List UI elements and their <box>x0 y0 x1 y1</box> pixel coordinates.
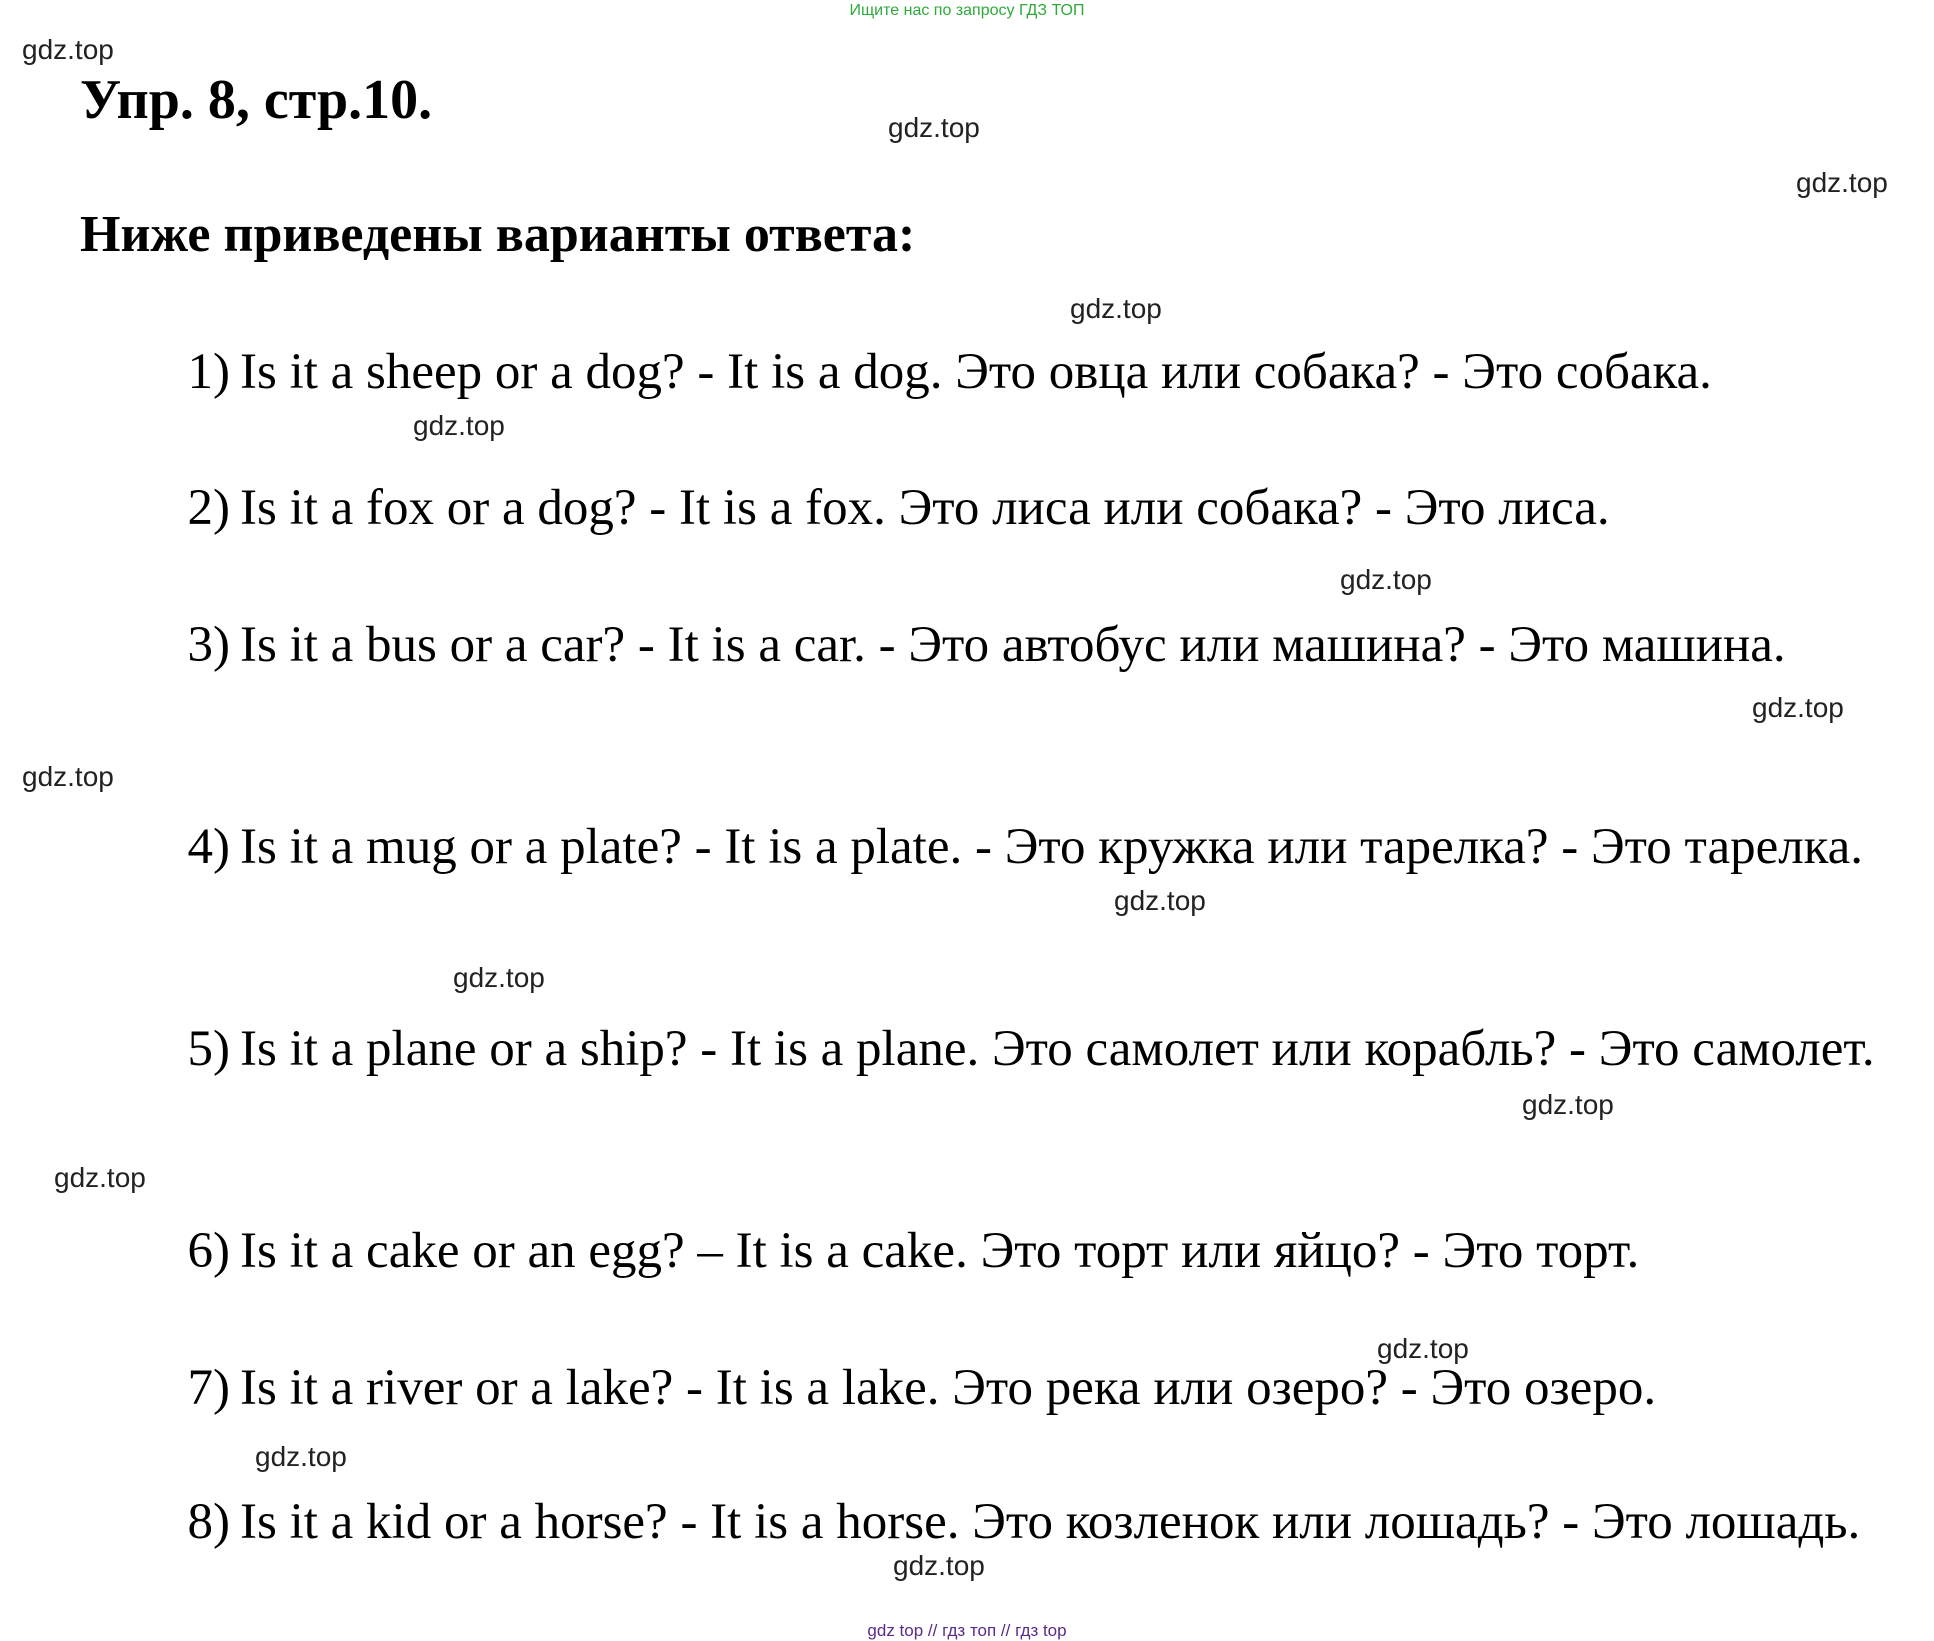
watermark: gdz.top <box>22 34 114 65</box>
watermark: gdz.top <box>1522 1089 1614 1120</box>
answer-text: Is it a fox or a dog? - It is a fox. Это лиса или собака? - Это лиса. <box>240 480 1610 536</box>
watermark: gdz.top <box>453 962 545 993</box>
answer-text: Is it a plane or a ship? - It is a plane. Это самолет или корабль? - Это самолет. <box>240 1021 1875 1077</box>
answer-text: Is it a mug or a plate? - It is a plate. - Это кружка или тарелка? - Это тарелка. <box>240 819 1864 875</box>
answer-text: Is it a bus or a car? - It is a car. - Это автобус или машина? - Это машина. <box>240 617 1786 673</box>
answer-text: Is it a sheep or a dog? - It is a dog. Это овца или собака? - Это собака. <box>240 344 1712 400</box>
answer-number: 3) <box>187 617 230 673</box>
watermark: gdz.top <box>893 1550 985 1581</box>
watermark: gdz.top <box>1752 692 1844 723</box>
footer-watermark: gdz top // гдз топ // гдз top <box>867 1621 1067 1640</box>
answer-item <box>150 474 1920 542</box>
answer-item <box>150 813 1920 881</box>
watermark: gdz.top <box>22 761 114 792</box>
watermark: gdz.top <box>1070 293 1162 324</box>
answer-number: 1) <box>187 344 230 400</box>
answer-number: 6) <box>187 1223 230 1279</box>
watermark: gdz.top <box>413 410 505 441</box>
answer-item <box>150 338 1920 406</box>
answer-number: 5) <box>187 1021 230 1077</box>
watermark: gdz.top <box>1340 564 1432 595</box>
top-banner: Ищите нас по запросу ГДЗ ТОП <box>849 2 1085 19</box>
answer-number: 2) <box>187 480 230 536</box>
watermark: gdz.top <box>255 1441 347 1472</box>
answer-item <box>150 1354 1920 1422</box>
watermark: gdz.top <box>1377 1333 1469 1364</box>
answer-item <box>150 1015 1920 1083</box>
answer-text: Is it a river or a lake? - It is a lake. Это река или озеро? - Это озеро. <box>240 1360 1657 1416</box>
answer-number: 4) <box>187 819 230 875</box>
exercise-title: Упр. 8, стр.10. <box>80 69 433 131</box>
answer-number: 8) <box>187 1494 230 1550</box>
answer-text: Is it a cake or an egg? – It is a cake. Это торт или яйцо? - Это торт. <box>240 1223 1640 1279</box>
watermark: gdz.top <box>888 112 980 143</box>
watermark: gdz.top <box>54 1162 146 1193</box>
answer-text: Is it a kid or a horse? - It is a horse. Это козленок или лошадь? - Это лошадь. <box>240 1494 1861 1550</box>
answer-item <box>150 1217 1920 1285</box>
answer-item <box>150 611 1920 679</box>
answer-number: 7) <box>187 1360 230 1416</box>
watermark: gdz.top <box>1796 167 1888 198</box>
answer-item <box>150 1488 1920 1556</box>
answers-heading: Ниже приведены варианты ответа: <box>80 206 916 263</box>
watermark: gdz.top <box>1114 885 1206 916</box>
